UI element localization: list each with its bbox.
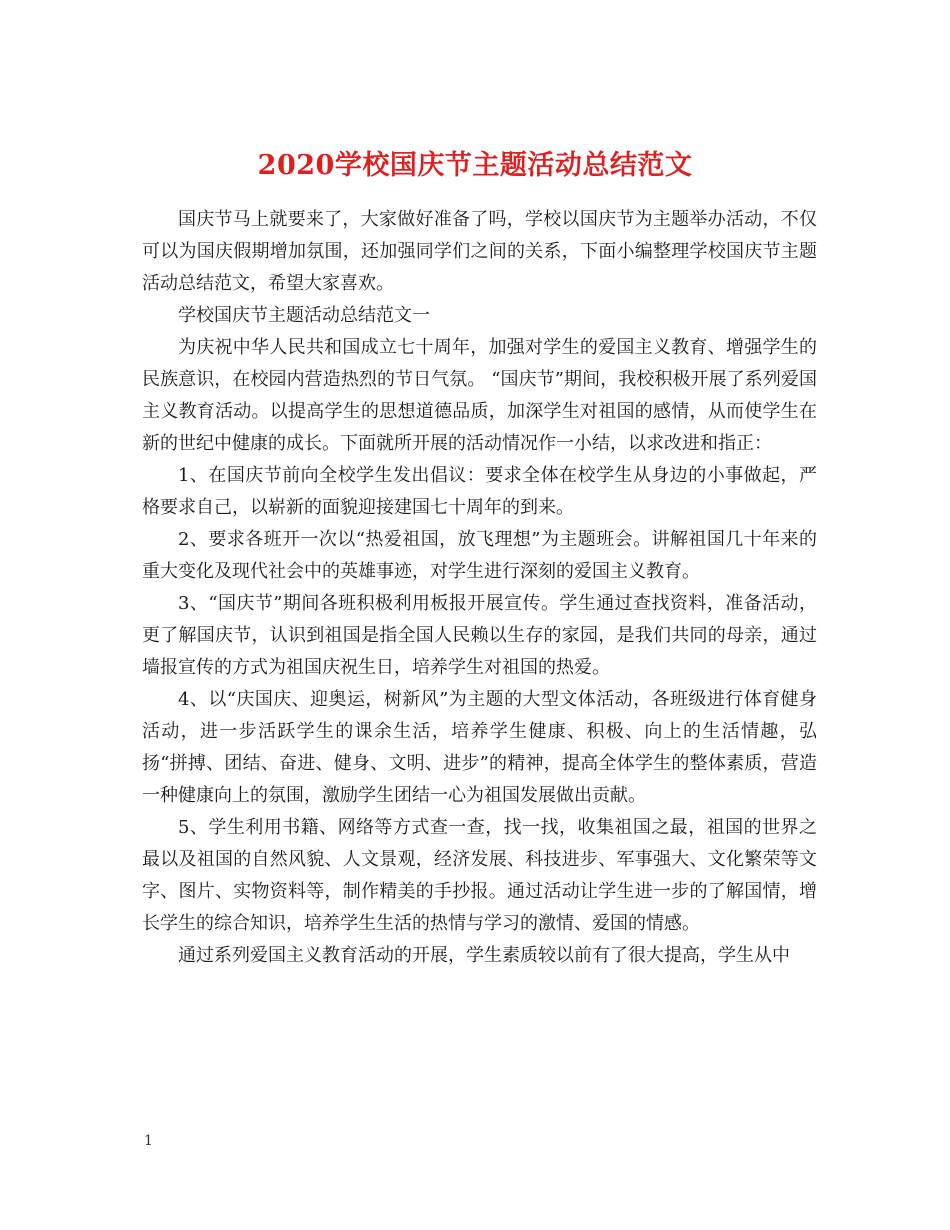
document-title: 2020学校国庆节主题活动总结范文 bbox=[257, 150, 693, 182]
list-item-5: 5、学生利用书籍、网络等方式查一查，找一找，收集祖国之最，祖国的世界之最以及祖国的自然风貌、人文景观，经济发展、科技进步、军事强大、文化繁荣等文字、图片、实物资料等，制作精美的手抄报。通过活动让学生进一步的了解国情，增长学生的综合知识，培养学生生活的热情与学习的激情、爱国的情感。 bbox=[142, 817, 817, 934]
list-item-3: 3、“国庆节”期间各班积极利用板报开展宣传。学生通过查找资料，准备活动，更了解国庆节，认识到祖国是指全国人民赖以生存的家园，是我们共同的母亲，通过墙报宣传的方式为祖国庆祝生日，培养学生对祖国的热爱。 bbox=[142, 593, 817, 678]
section-heading: 学校国庆节主题活动总结范文一 bbox=[178, 305, 430, 326]
document-body bbox=[142, 204, 817, 972]
page-number: 1 bbox=[144, 1133, 153, 1149]
list-item-2: 2、要求各班开一次以“热爱祖国，放飞理想”为主题班会。讲解祖国几十年来的重大变化及现代社会中的英雄事迹，对学生进行深刻的爱国主义教育。 bbox=[142, 529, 817, 582]
list-item-1: 1、在国庆节前向全校学生发出倡议：要求全体在校学生从身边的小事做起，严格要求自己，以崭新的面貌迎接建国七十周年的到来。 bbox=[142, 465, 817, 518]
paragraph-intro: 国庆节马上就要来了，大家做好准备了吗，学校以国庆节为主题举办活动，不仅可以为国庆假期增加氛围，还加强同学们之间的关系，下面小编整理学校国庆节主题活动总结范文，希望大家喜欢。 bbox=[142, 209, 817, 294]
paragraph-conclusion: 通过系列爱国主义教育活动的开展，学生素质较以前有了很大提高，学生从中 bbox=[178, 945, 790, 966]
list-item-4: 4、以“庆国庆、迎奥运，树新风”为主题的大型文体活动，各班级进行体育健身活动，进一步活跃学生的课余生活，培养学生健康、积极、向上的生活情趣，弘扬“拼搏、团结、奋进、健身、文明、进步”的精神，提高全体学生的整体素质，营造一种健康向上的氛围，激励学生团结一心为祖国发展做出贡献。 bbox=[142, 689, 817, 806]
paragraph-background: 为庆祝中华人民共和国成立七十周年，加强对学生的爱国主义教育、增强学生的民族意识，在校园内营造热烈的节日气氛。 “国庆节”期间，我校积极开展了系列爱国主义教育活动。以提高学生的思想道德品质，加深学生对祖国的感情，从而使学生在新的世纪中健康的成长。下面就所开展的活动情况作一小结，以求改进和指正： bbox=[142, 337, 817, 454]
